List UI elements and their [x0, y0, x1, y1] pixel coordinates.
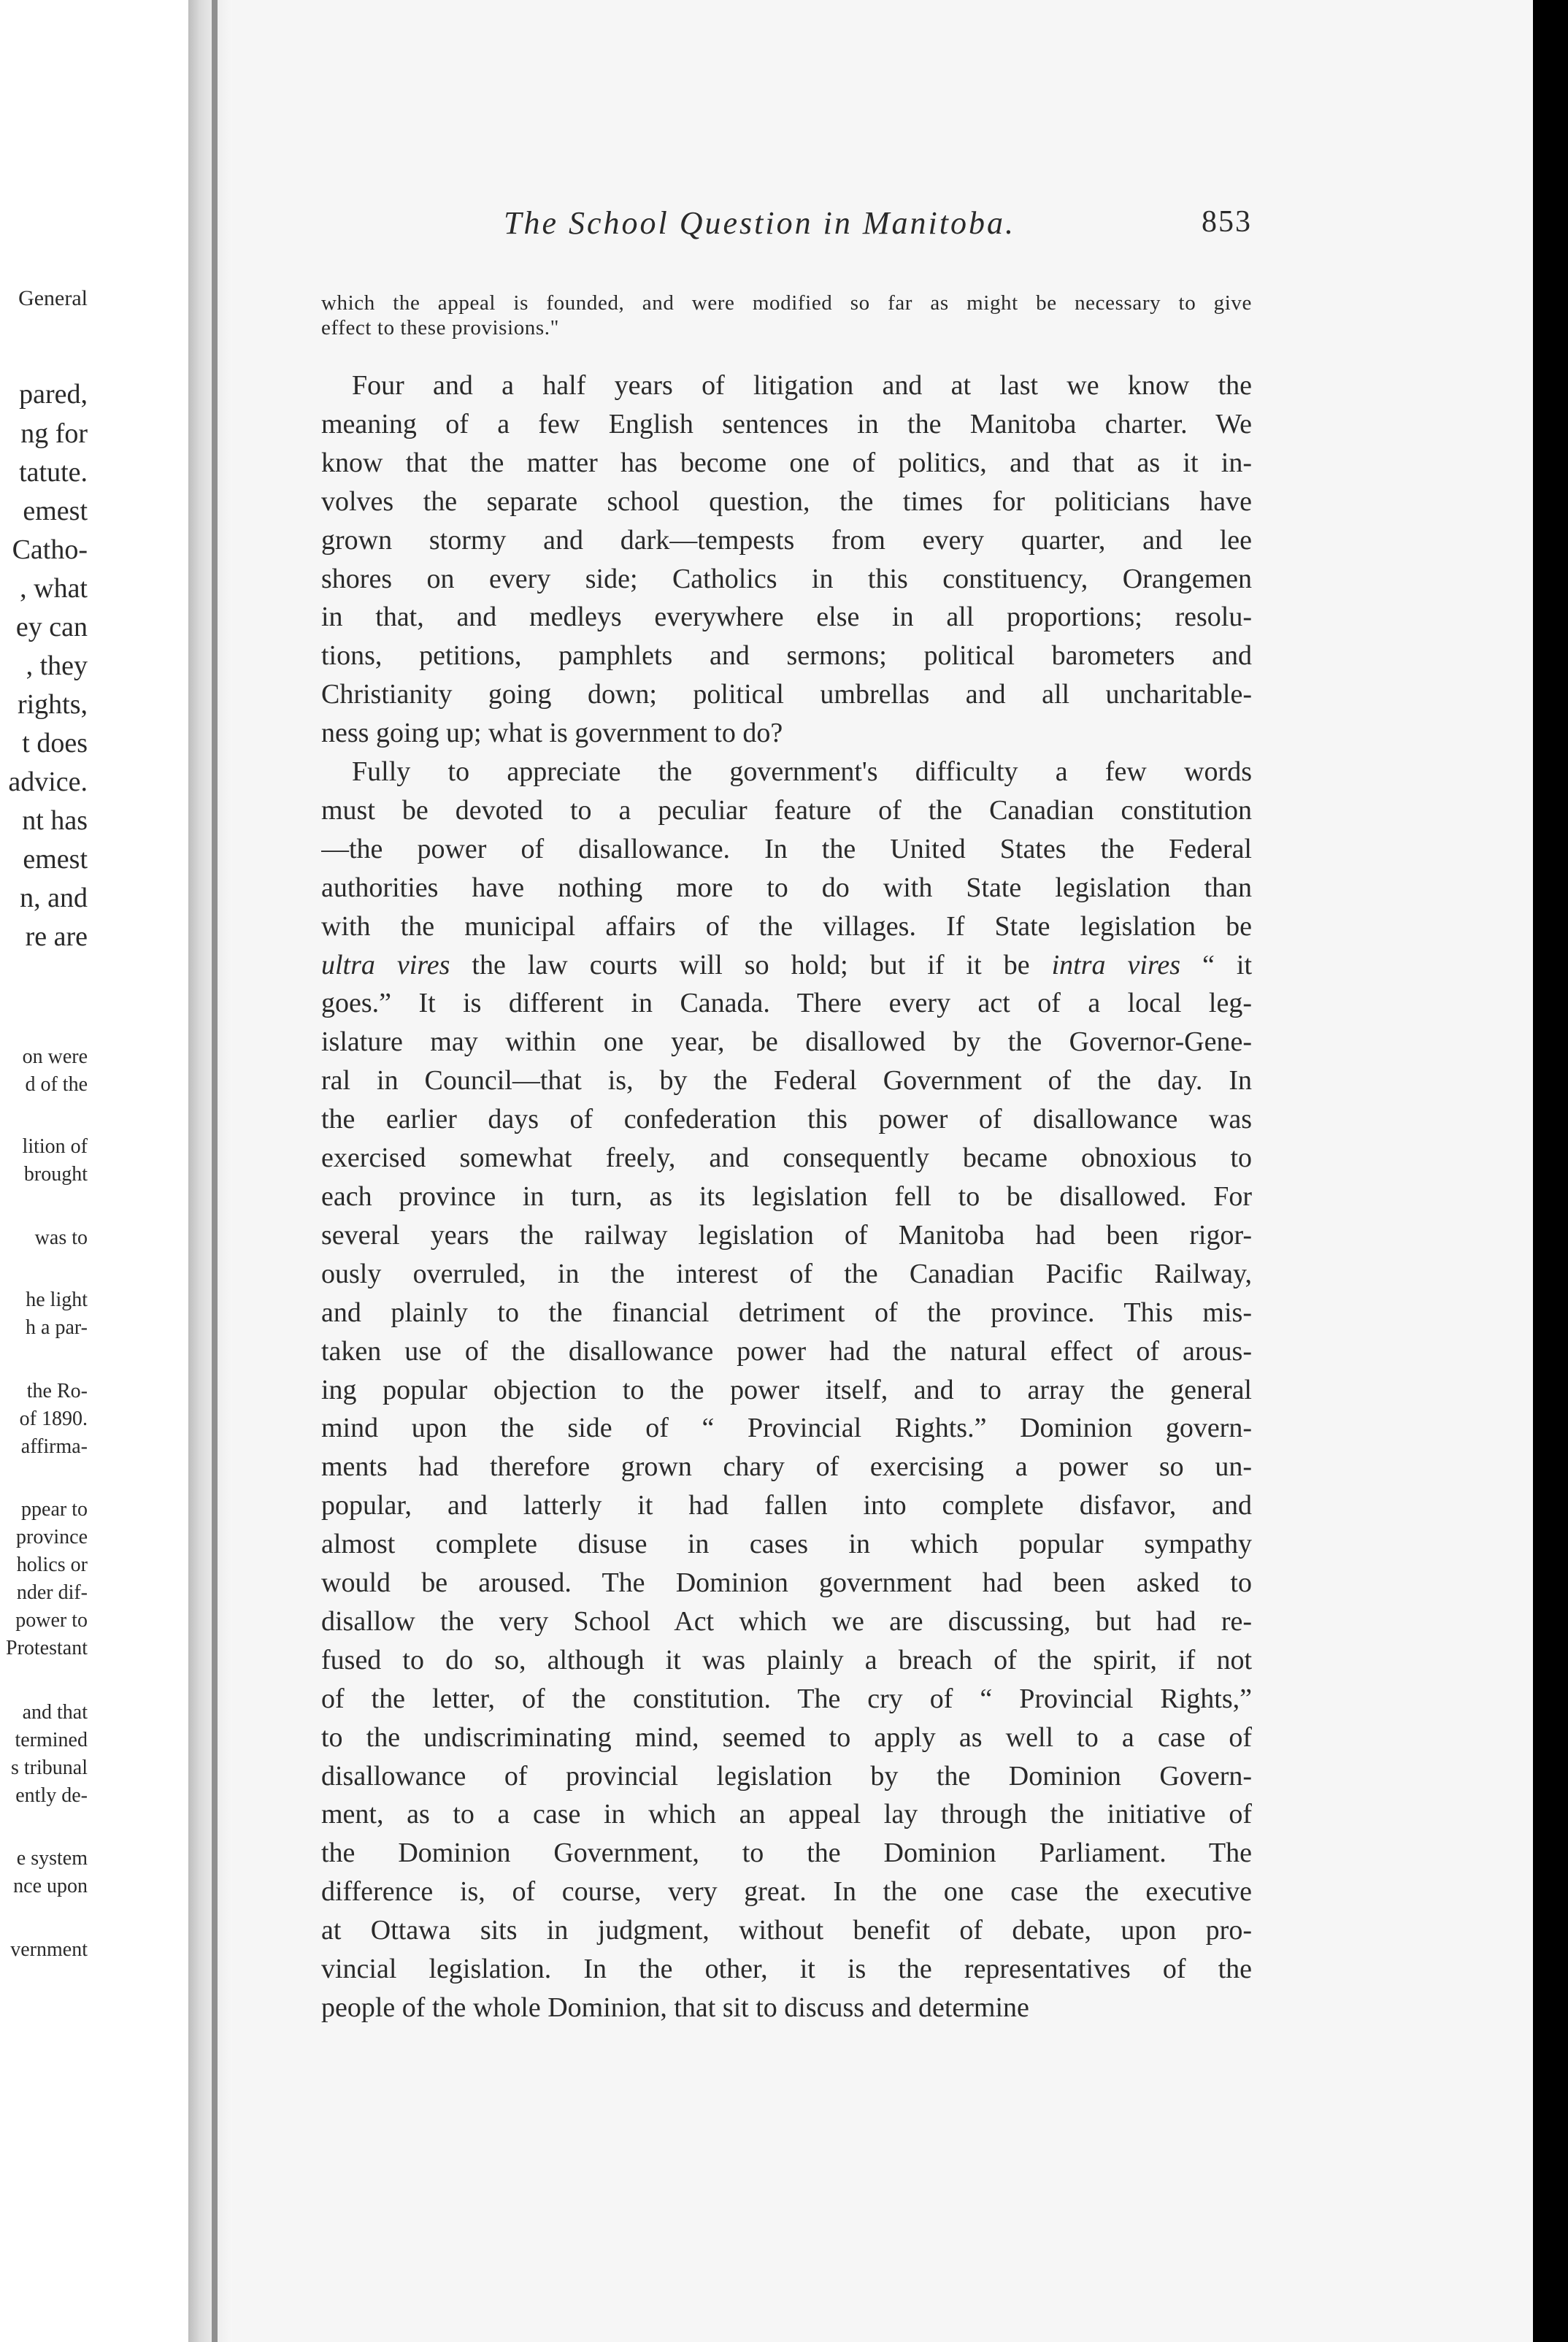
- intro-line: effect to these provisions.": [321, 316, 560, 339]
- body-line: Fully to appreciate the government's difficulty a few words: [352, 756, 1252, 787]
- body-segment: “ it: [1180, 949, 1252, 980]
- facing-page-text-fragment: affirma-: [20, 1435, 88, 1458]
- body-line: Four and a half years of litigation and at last we know the: [352, 370, 1252, 401]
- body-line: shores on every side; Catholics in this constituency, Orangemen: [321, 563, 1252, 594]
- page-gutter-line: [212, 0, 218, 2342]
- body-line: each province in turn, as its legislation fell to be disallowed. For: [321, 1180, 1252, 1212]
- italic-term: ultra vires: [321, 949, 450, 980]
- facing-page-text-fragment: pared,: [19, 379, 88, 410]
- body-line: taken use of the disallowance power had the natural effect of arous-: [321, 1335, 1252, 1367]
- facing-page-text-fragment: brought: [23, 1163, 88, 1186]
- body-line: ments had therefore grown chary of exercising a power so un-: [321, 1451, 1252, 1483]
- body-line: ral in Council—that is, by the Federal Government of the day. In: [321, 1065, 1252, 1097]
- facing-page-text-fragment: re are: [25, 921, 88, 952]
- facing-page-text-fragment: s tribunal: [11, 1756, 88, 1779]
- body-line: at Ottawa sits in judgment, without benefit of debate, upon pro-: [321, 1915, 1252, 1946]
- body-line: and plainly to the financial detriment of the province. This mis-: [321, 1297, 1252, 1328]
- paragraph-litigation: [321, 366, 1252, 753]
- body-line: authorities have nothing more to do with State legislation than: [321, 872, 1252, 903]
- quoted-intro: [321, 291, 1252, 340]
- running-title: The School Question in Manitoba.: [504, 205, 1015, 241]
- body-line: Christianity going down; political umbrellas and all uncharitable-: [321, 679, 1252, 710]
- facing-page-text-fragment: advice.: [8, 767, 88, 797]
- facing-page-text-fragment: Catho-: [12, 534, 88, 565]
- body-line: the earlier days of confederation this power of disallowance was: [321, 1104, 1252, 1135]
- body-line: meaning of a few English sentences in the Manitoba charter. We: [321, 408, 1252, 439]
- facing-page-text-fragment: the Ro-: [26, 1380, 88, 1402]
- facing-page-text-fragment: nt has: [22, 805, 88, 836]
- body-line: popular, and latterly it had fallen into complete disfavor, and: [321, 1490, 1252, 1521]
- intro-line: which the appeal is founded, and were modified so far as might be necessary to give: [321, 291, 1252, 315]
- body-line: —the power of disallowance. In the United States the Federal: [321, 833, 1252, 864]
- facing-page-text-fragment: tatute.: [19, 457, 88, 488]
- page-gutter-shadow: [188, 0, 232, 2342]
- facing-page-text-fragment: holics or: [16, 1554, 88, 1576]
- body-line: must be devoted to a peculiar feature of the Canadian constitution: [321, 794, 1252, 826]
- facing-page-text-fragment: , what: [20, 573, 88, 604]
- paragraph-disallowance: [321, 753, 1252, 2027]
- facing-page-text-fragment: rights,: [17, 689, 88, 720]
- body-line: ness going up; what is government to do?: [321, 718, 783, 749]
- body-segment: the law courts will so hold; but if it be: [450, 949, 1052, 980]
- body-line: volves the separate school question, the times for politicians have: [321, 485, 1252, 517]
- facing-page-text-fragment: d of the: [25, 1073, 88, 1096]
- body-line: ing popular objection to the power itself, and to array the general: [321, 1374, 1252, 1405]
- body-line: mind upon the side of “ Provincial Rights.” Dominion govern-: [321, 1413, 1252, 1444]
- body-line: tions, petitions, pamphlets and sermons; political barometers and: [321, 640, 1252, 672]
- facing-page-text-fragment: termined: [15, 1729, 88, 1751]
- facing-page-text-fragment: power to: [15, 1609, 88, 1632]
- body-line: of the letter, of the constitution. The cry of “ Provincial Rights,”: [321, 1683, 1252, 1714]
- facing-page-text-fragment: of 1890.: [19, 1408, 88, 1430]
- body-line: with the municipal affairs of the villages. If State legislation be: [321, 910, 1252, 942]
- body-line: would be aroused. The Dominion government had been asked to: [321, 1567, 1252, 1599]
- body-line: difference is, of course, very great. In the one case the executive: [321, 1876, 1252, 1908]
- page-number: 853: [1202, 205, 1252, 239]
- italic-term: intra vires: [1051, 949, 1180, 980]
- facing-page-text-fragment: General: [18, 286, 88, 310]
- facing-page-text-fragment: on were: [22, 1045, 88, 1068]
- facing-page-text-fragment: vernment: [10, 1938, 88, 1961]
- facing-page-text-fragment: lition of: [22, 1135, 88, 1158]
- body-line: the Dominion Government, to the Dominion Parliament. The: [321, 1838, 1252, 1869]
- body-line: islature may within one year, be disallowed by the Governor-Gene-: [321, 1026, 1252, 1058]
- body-line: to the undiscriminating mind, seemed to apply as well to a case of: [321, 1721, 1252, 1753]
- body-line: ment, as to a case in which an appeal lay through the initiative of: [321, 1799, 1252, 1830]
- body-line: goes.” It is different in Canada. There every act of a local leg-: [321, 988, 1252, 1019]
- facing-page-text-fragment: e system: [16, 1847, 88, 1870]
- facing-page-text-fragment: emest: [23, 844, 88, 875]
- body-line: almost complete disuse in cases in which popular sympathy: [321, 1529, 1252, 1560]
- facing-page-text-fragment: he light: [26, 1289, 88, 1311]
- body-line: [321, 946, 1252, 985]
- body-line: disallowance of provincial legislation by the Dominion Govern-: [321, 1760, 1252, 1792]
- facing-page-text-fragment: nder dif-: [16, 1581, 88, 1604]
- body-line: know that the matter has become one of politics, and that as it in-: [321, 447, 1252, 478]
- body-line: exercised somewhat freely, and consequently became obnoxious to: [321, 1143, 1252, 1174]
- body-line: in that, and medleys everywhere else in all proportions; resolu-: [321, 602, 1252, 633]
- body-line: people of the whole Dominion, that sit to discuss and determine: [321, 1992, 1029, 2023]
- facing-page-text-fragment: t does: [22, 728, 88, 759]
- facing-page-text-fragment: ently de-: [15, 1784, 88, 1807]
- body-line: vincial legislation. In the other, it is the representatives of the: [321, 1954, 1252, 1985]
- body-line: ously overruled, in the interest of the Canadian Pacific Railway,: [321, 1258, 1252, 1289]
- body-line: fused to do so, although it was plainly a breach of the spirit, if not: [321, 1644, 1252, 1675]
- facing-page-text-fragment: Protestant: [6, 1637, 88, 1659]
- facing-page-text-fragment: ppear to: [21, 1498, 88, 1521]
- facing-page-text-fragment: emest: [23, 496, 88, 526]
- facing-page-fragment: [0, 0, 92, 2342]
- facing-page-text-fragment: h a par-: [26, 1316, 88, 1339]
- facing-page-text-fragment: and that: [22, 1701, 88, 1724]
- facing-page-text-fragment: , they: [26, 650, 88, 681]
- scan-border-right: [1533, 0, 1568, 2342]
- facing-page-text-fragment: ey can: [15, 612, 88, 642]
- facing-page-text-fragment: ng for: [20, 418, 88, 449]
- body-line: grown stormy and dark—tempests from every quarter, and lee: [321, 524, 1252, 556]
- facing-page-text-fragment: was to: [34, 1226, 88, 1249]
- body-line: disallow the very School Act which we are discussing, but had re-: [321, 1605, 1252, 1637]
- facing-page-text-fragment: nce upon: [13, 1875, 88, 1897]
- facing-page-text-fragment: n, and: [20, 883, 88, 913]
- body-line: several years the railway legislation of Manitoba had been rigor-: [321, 1219, 1252, 1251]
- facing-page-text-fragment: province: [16, 1526, 88, 1548]
